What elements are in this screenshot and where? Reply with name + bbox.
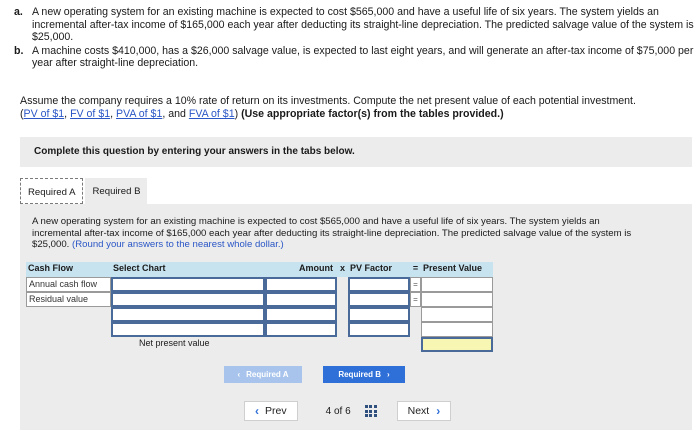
tab-required-b[interactable]: Required B	[85, 178, 147, 204]
npv-label: Net present value	[139, 338, 210, 348]
required-a-button[interactable]	[224, 366, 302, 383]
equals-sign: =	[410, 277, 421, 292]
amount-input-annual[interactable]	[265, 277, 337, 292]
table-header-row	[26, 262, 503, 277]
header-select-chart: Select Chart	[111, 262, 265, 277]
net-present-value-input[interactable]	[421, 337, 493, 352]
rounding-note: (Round your answers to the nearest whole dollar.)	[72, 239, 284, 250]
current-page: 4	[325, 405, 332, 417]
pv-factor-input-annual[interactable]	[348, 277, 410, 292]
chevron-left-icon: ‹	[237, 370, 241, 379]
pv-factor-input-extra-2[interactable]	[348, 322, 410, 337]
table-row-npv	[26, 337, 503, 352]
present-value-input-extra-1[interactable]	[421, 307, 493, 322]
table-row	[26, 277, 503, 292]
chevron-left-icon: ‹	[255, 404, 259, 418]
grid-menu-icon[interactable]	[365, 405, 377, 417]
equals-sign: =	[410, 292, 421, 307]
required-a-button-label: Required A	[246, 370, 289, 379]
fva-of-1-link[interactable]: FVA of $1	[188, 107, 235, 120]
page-counter: 4 of 6	[325, 405, 351, 417]
present-value-input-residual[interactable]	[421, 292, 493, 307]
instruction-text: Complete this question by entering your answers in the tabs below.	[34, 146, 355, 157]
header-amount: Amount	[265, 262, 337, 277]
next-page-button[interactable]	[397, 401, 452, 421]
tab-required-a[interactable]: Required A	[20, 178, 83, 204]
row-label-residual: Residual value	[26, 292, 111, 307]
table-row	[26, 292, 503, 307]
row-label-annual: Annual cash flow	[26, 277, 111, 292]
required-b-button-label: Required B	[338, 370, 381, 379]
header-times: x	[337, 262, 348, 277]
required-b-button[interactable]	[323, 366, 405, 383]
pagination	[244, 400, 451, 422]
select-chart-input-residual[interactable]	[111, 292, 265, 307]
present-value-input-annual[interactable]	[421, 277, 493, 292]
amount-input-extra-2[interactable]	[265, 322, 337, 337]
item-letter: b.	[14, 44, 24, 57]
prev-label: Prev	[265, 405, 287, 417]
problem-statement	[14, 6, 694, 70]
select-chart-input-extra-1[interactable]	[111, 307, 265, 322]
chevron-right-icon: ›	[436, 404, 441, 418]
pv-of-1-link[interactable]: PV of $1	[23, 107, 65, 120]
item-letter: a.	[14, 6, 23, 18]
item-text: A machine costs $410,000, has a $26,000 salvage value, is expected to last eight years, and will generate an after-tax income of $75,000 per year after straight-line depreciation.	[32, 44, 694, 70]
table-row	[26, 322, 503, 337]
header-equals: =	[410, 262, 421, 277]
pv-factor-input-residual[interactable]	[348, 292, 410, 307]
next-label: Next	[407, 405, 430, 417]
amount-input-residual[interactable]	[265, 292, 337, 307]
present-value-input-extra-2[interactable]	[421, 322, 493, 337]
total-pages: 6	[345, 405, 351, 417]
problem-item-b	[14, 45, 694, 70]
fv-of-1-link[interactable]: FV of $1	[70, 107, 111, 120]
select-chart-input-extra-2[interactable]	[111, 322, 265, 337]
item-text: A new operating system for an existing machine is expected to cost $565,000 and have a useful life of six years. The system yields an incremental after-tax income of $165,000 each year after deducting its straight-line depreciation. The predicted salvage value of the system is $25,000.	[32, 6, 694, 44]
header-present-value: Present Value	[421, 262, 493, 277]
prev-page-button[interactable]	[244, 401, 298, 421]
problem-item-a	[14, 6, 694, 44]
tab-panel	[20, 204, 692, 430]
select-chart-input-annual[interactable]	[111, 277, 265, 292]
pva-of-1-link[interactable]: PVA of $1	[116, 107, 163, 120]
header-cash-flow: Cash Flow	[26, 262, 111, 277]
chevron-right-icon: ›	[387, 370, 390, 379]
table-row	[26, 307, 503, 322]
panel-description: A new operating system for an existing machine is expected to cost $565,000 and have a useful life of six years. The system yields an incremental after-tax income of $165,000 each year after deducting its straight-line depreciation. The predicted salvage value of the system is $25,000. (Round your answers to the nearest whole dollar.)	[32, 216, 632, 250]
assumption-text: Assume the company requires a 10% rate of return on its investments. Compute the net present value of each potential investment. (PV of $1, FV of $1, PVA of $1, and FVA of $1) (Use appropriate factor(s) from the tables provided.)	[20, 95, 636, 120]
assumption-sentence: Assume the company requires a 10% rate of return on its investments. Compute the net present value of each potential investment.	[20, 95, 636, 107]
pv-factor-input-extra-1[interactable]	[348, 307, 410, 322]
amount-input-extra-1[interactable]	[265, 307, 337, 322]
header-pv-factor: PV Factor	[348, 262, 410, 277]
npv-table	[26, 262, 503, 352]
factor-instruction: (Use appropriate factor(s) from the tables provided.)	[238, 107, 504, 120]
tab-bar	[20, 178, 147, 204]
instruction-banner	[20, 137, 692, 167]
